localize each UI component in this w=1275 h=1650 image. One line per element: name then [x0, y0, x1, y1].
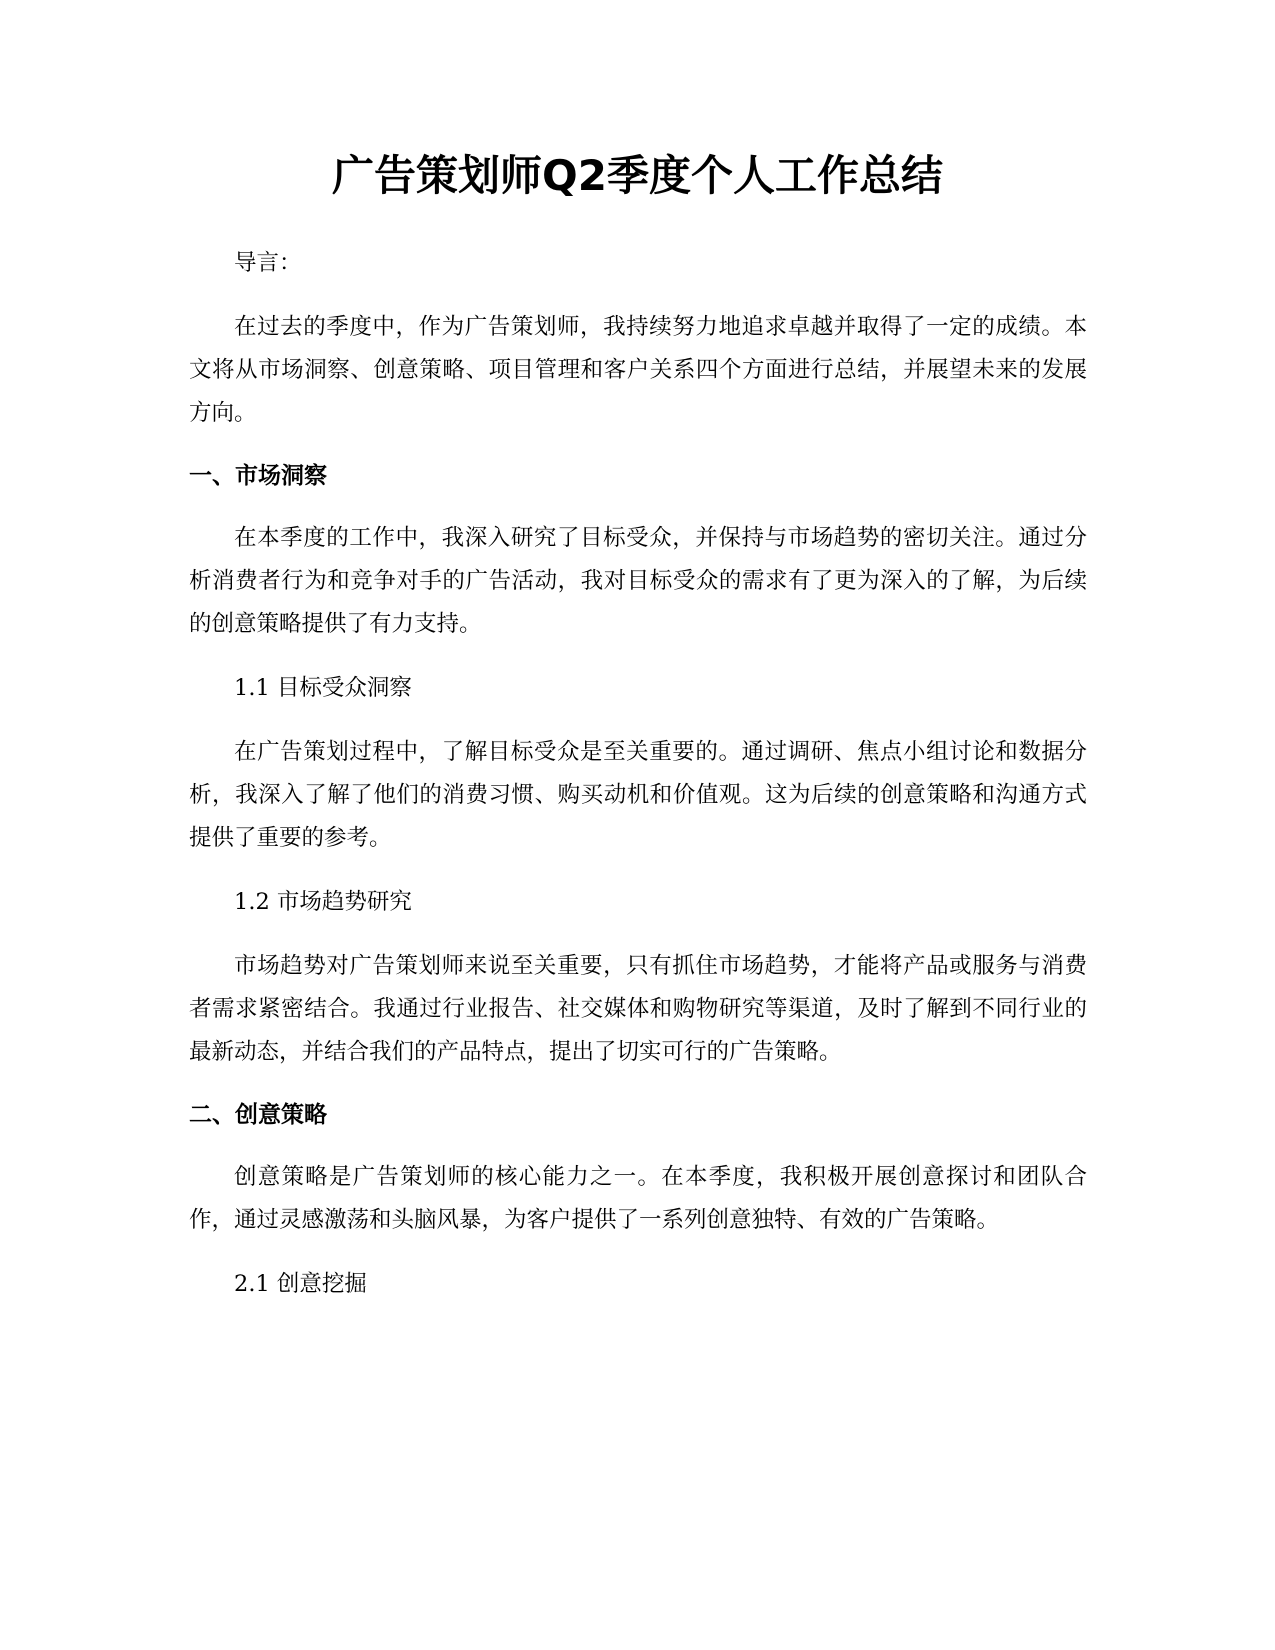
- document-title: 广告策划师Q2季度个人工作总结: [332, 151, 943, 200]
- subsection-1-1-heading: 1.1 目标受众洞察: [234, 675, 412, 701]
- section-1-paragraph: 在本季度的工作中，我深入研究了目标受众，并保持与市场趋势的密切关注。通过分析消费者行为和竞争对手的广告活动，我对目标受众的需求有了更为深入的了解，为后续的创意策略提供了有力支持。: [189, 525, 1087, 637]
- subsection-1-2-paragraph: 市场趋势对广告策划师来说至关重要，只有抓住市场趋势，才能将产品或服务与消费者需求紧密结合。我通过行业报告、社交媒体和购物研究等渠道，及时了解到不同行业的最新动态，并结合我们的产品特点，提出了切实可行的广告策略。: [189, 953, 1087, 1065]
- intro-label: 导言：: [234, 250, 302, 276]
- section-2-heading: 二、创意策略: [189, 1102, 327, 1128]
- section-1-heading: 一、市场洞察: [189, 463, 327, 489]
- document-body: [189, 242, 1087, 1306]
- subsection-1-1-paragraph: 在广告策划过程中，了解目标受众是至关重要的。通过调研、焦点小组讨论和数据分析，我深入了解了他们的消费习惯、购买动机和价值观。这为后续的创意策略和沟通方式提供了重要的参考。: [189, 739, 1087, 851]
- subsection-1-2-heading: 1.2 市场趋势研究: [234, 889, 412, 915]
- intro-paragraph: 在过去的季度中，作为广告策划师，我持续努力地追求卓越并取得了一定的成绩。本文将从市场洞察、创意策略、项目管理和客户关系四个方面进行总结，并展望未来的发展方向。: [189, 314, 1087, 426]
- subsection-2-1-heading: 2.1 创意挖掘: [234, 1271, 367, 1297]
- section-2-paragraph: 创意策略是广告策划师的核心能力之一。在本季度，我积极开展创意探讨和团队合作，通过灵感激荡和头脑风暴，为客户提供了一系列创意独特、有效的广告策略。: [189, 1164, 1087, 1233]
